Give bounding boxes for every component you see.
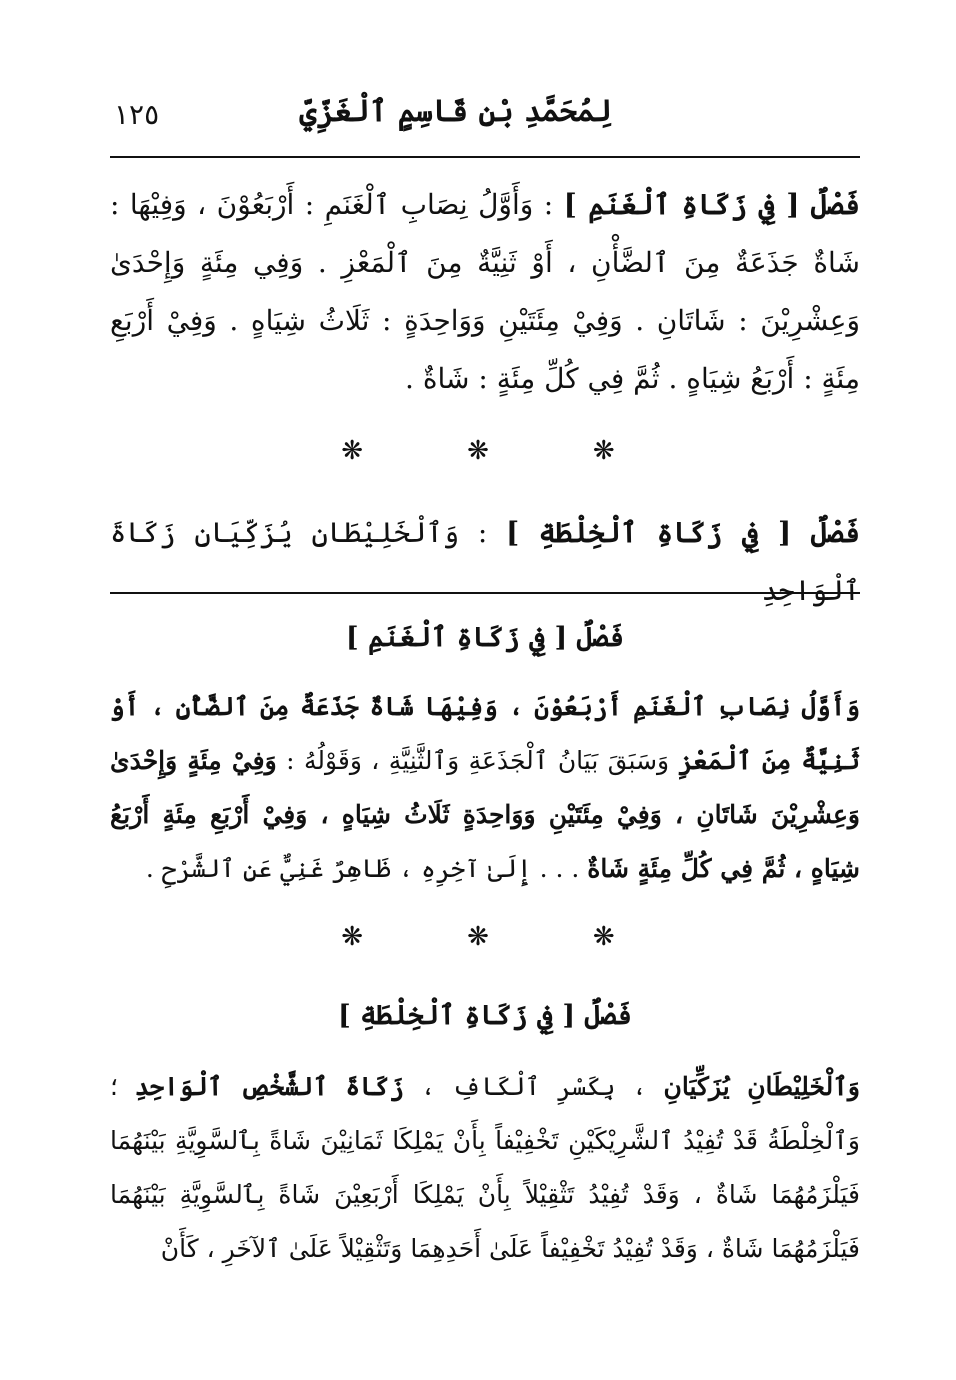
matn-sharh-divider	[110, 592, 860, 594]
running-title: لِمُحَمَّدِ بْنِ قَاسِمٍ ٱلْغَزِّيِّ	[299, 94, 612, 129]
sharh-heading-mixing: فَصْلٌ [ فِي زَكَاةِ ٱلْخِلْطَةِ ]	[337, 1000, 633, 1031]
matn-section-mixing	[110, 504, 860, 620]
page-header	[110, 92, 860, 152]
sharh-quote: زَكَاةَ ٱلشَّخْصِ ٱلْوَاحِدِ	[134, 1072, 405, 1101]
separator-stars-matn	[0, 436, 956, 466]
sharh-quote: وَفِيْ مِئَةٍ وَإِحْدَىٰ وَعِشْرِيْنَ شَاتَانِ ، وَفِيْ مِئَتَيْنِ وَوَاحِدَةٍ ثَلَاثُ شِيَاهٍ ، وَفِيْ أَرْبَعِ مِئَةٍ أَرْبَعُ شِيَاهٍ ، ثُمَّ فِي كُلِّ مِئَةٍ شَاةٌ	[110, 746, 860, 883]
sharh-paragraph-mixing	[110, 1060, 860, 1276]
matn-heading-sheep: فَصْلٌ [ فِي زَكَاةِ ٱلْغَنَمِ ]	[563, 188, 860, 221]
sharh-quote: وَٱلْخَلِيْطَانِ يُزَكِّيَانِ	[663, 1072, 860, 1101]
star-ornament: ❋	[341, 436, 364, 466]
sharh-comment: وَسَبَقَ بَيَانُ ٱلْجَذَعَةِ وَٱلثَّنِيَّةِ ، وَقَوْلُهُ :	[276, 746, 679, 775]
star-ornament: ❋	[467, 436, 489, 466]
sharh-quote: وَأَوَّلُ نِصَابِ ٱلْغَنَمِ أَرْبَعُوْنَ ، وَفِيْهَا شَاةٌ جَذَعَةٌ مِنَ ٱلضَّأْنِ ، أَوْ ثَنِيَّةٌ مِنَ ٱلْمَعْزِ	[110, 692, 860, 775]
separator-stars-sharh	[0, 922, 956, 952]
page-number: ١٢٥	[114, 98, 160, 131]
header-rule	[110, 156, 860, 158]
sharh-comment: . . . إِلَىٰ آخِرِهِ ، ظَاهِرٌ غَنِيٌّ عَنِ ٱلشَّرْحِ .	[145, 854, 588, 883]
matn-body-mixing: : وَٱلْخَلِيْطَانِ يُزَكِّيَانِ زَكَاةَ ٱلْوَاحِدِ	[110, 516, 860, 607]
star-ornament: ❋	[592, 436, 615, 466]
matn-body-sheep: : وَأَوَّلُ نِصَابِ ٱلْغَنَمِ : أَرْبَعُوْنَ ، وَفِيْهَا : شَاةٌ جَذَعَةٌ مِنَ ٱلضَّأْنِ ، أَوْ ثَنِيَّةٌ مِنَ ٱلْمَعْزِ . وَفِي مِئَةٍ وَإِحْدَىٰ وَعِشْرِيْنَ : شَاتَانِ . وَفِيْ مِئَتَيْنِ وَوَاحِدَةٍ : ثَلَاثُ شِيَاهٍ . وَفِيْ أَرْبَعِ مِئَةٍ : أَرْبَعُ شِيَاهٍ . ثُمَّ فِي كُلِّ مِئَةٍ : شَاةٌ .	[110, 188, 860, 395]
sharh-heading-sheep: فَصْلٌ [ فِي زَكَاةِ ٱلْغَنَمِ ]	[345, 622, 625, 653]
matn-section-sheep	[110, 176, 860, 408]
star-ornament: ❋	[341, 922, 364, 952]
star-ornament: ❋	[592, 922, 615, 952]
sharh-paragraph-sheep	[110, 680, 860, 896]
matn-heading-mixing: فَصْلٌ [ فِي زَكَاةِ ٱلْخِلْطَةِ ]	[506, 516, 860, 549]
sharh-comment: ؛ وَٱلْخِلْطَةُ قَدْ تُفِيْدُ ٱلشَّرِيْكَيْنِ تَخْفِيْفاً بِأَنْ يَمْلِكَا ثَمَانِيْنَ شَاةً بِٱلسَّوِيَّةِ بَيْنَهُمَا فَيَلْزَمُهُمَا شَاةٌ ، وَقَدْ تُفِيْدُ تَثْقِيْلاً بِأَنْ يَمْلِكَا أَرْبَعِيْنَ شَاةً بِٱلسَّوِيَّةِ بَيْنَهُمَا فَيَلْزَمُهُمَا شَاةٌ ، وَقَدْ تُفِيْدُ تَخْفِيْفاً عَلَىٰ أَحَدِهِمَا وَتَثْقِيْلاً عَلَىٰ ٱلآخَرِ ، كَأَنْ	[110, 1072, 860, 1263]
sharh-comment: ، بِكَسْرِ ٱلْكَافِ ،	[404, 1072, 664, 1101]
star-ornament: ❋	[467, 922, 489, 952]
